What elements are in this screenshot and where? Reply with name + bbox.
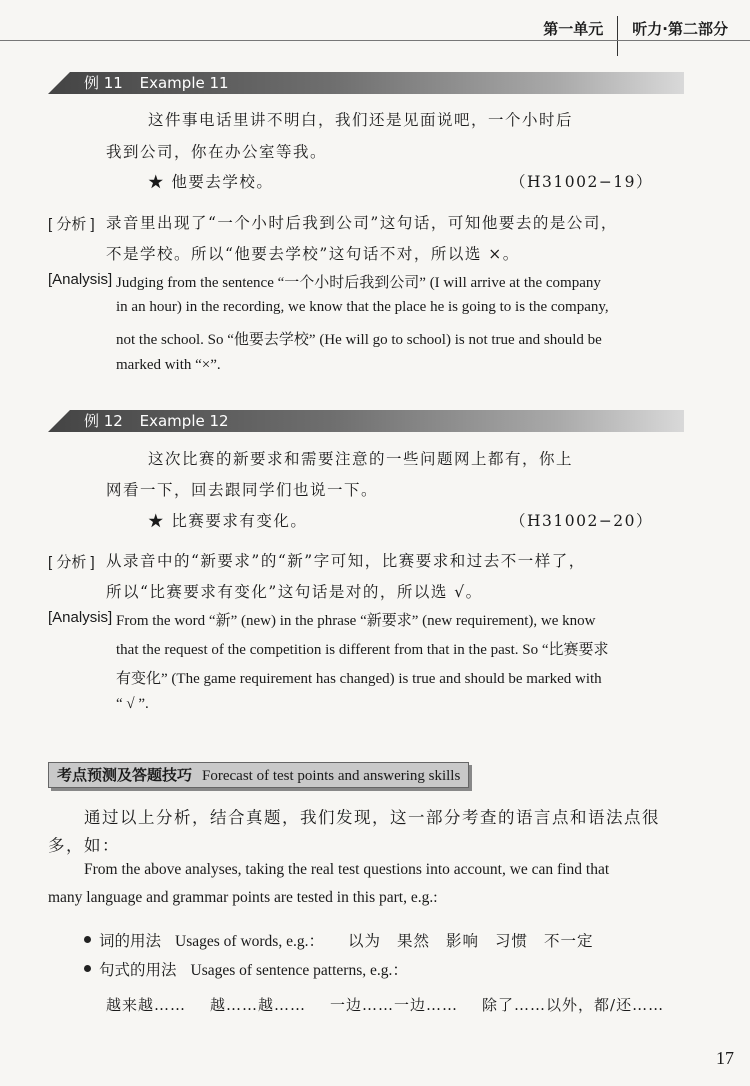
ex11-analysis-en-line: Judging from the sentence “一个小时后我到公司” (I will arrive at the company [116,275,601,291]
tips-heading [48,762,469,788]
bullet-en: Usages of sentence patterns, e.g.： [190,962,408,979]
tips-para-en-line: many language and grammar points are tested in this part, e.g.: [48,889,438,906]
bullet-en: Usages of words, e.g.： [175,933,324,950]
bullet-word-usages [84,929,594,951]
ex11-analysis-cn-line: 不是学校。所以“他要去学校”这句话不对，所以选 ×。 [106,245,520,263]
ex12-analysis-cn-line: 所以“比赛要求有变化”这句话是对的，所以选 √。 [106,583,483,601]
ex12-dialog-line: 这次比赛的新要求和需要注意的一些问题网上都有，你上 [148,450,574,468]
example-11-bar [48,72,684,94]
tips-para-cn-line: 通过以上分析，结合真题，我们发现，这一部分考查的语言点和语法点很 [84,808,660,827]
bar-corner [48,410,70,432]
pattern-list [106,994,688,1015]
pattern-item: 除了……以外，都/还…… [482,996,665,1014]
ex11-analysis-cn-label: [ 分析 ] [48,216,95,233]
ex11-analysis-en-label: [Analysis] [48,271,113,288]
ex12-question-code: （H31002−20） [510,512,654,530]
example-11-label-en: Example 11 [139,74,229,92]
ex12-analysis-cn-label: [ 分析 ] [48,554,95,571]
unit-title: 第一单元 [543,19,604,38]
pattern-item: 一边……一边…… [330,996,459,1014]
tips-title-en: Forecast of test points and answering skills [202,768,461,784]
example-12-label-cn: 例 12 [84,412,123,430]
pattern-item: 越来越…… [106,996,187,1014]
example-11-label-cn: 例 11 [84,74,123,92]
tips-para-en-line: From the above analyses, taking the real test questions into account, we can find that [84,861,610,878]
word-item: 影响 [446,932,480,950]
bar-corner [48,72,70,94]
bullet-sentence-patterns [84,958,416,980]
ex12-analysis-en-line: 有变化” (The game requirement has changed) is true and should be marked with [116,671,602,687]
tips-para-cn-line: 多，如： [48,836,120,855]
ex12-dialog-line: 网看一下，回去跟同学们也说一下。 [106,481,379,499]
ex11-analysis-cn-line: 录音里出现了“一个小时后我到公司”这句话，可知他要去的是公司， [106,214,618,232]
ex11-dialog-line: 这件事电话里讲不明白，我们还是见面说吧，一个小时后 [148,111,574,129]
example-12-bar [48,410,684,432]
ex11-dialog-line: 我到公司，你在办公室等我。 [106,143,328,161]
page-number: 17 [716,1048,734,1068]
ex12-analysis-cn-line: 从录音中的“新要求”的“新”字可知，比赛要求和过去不一样了， [106,552,586,570]
section-title: 听力·第二部分 [632,19,728,38]
bullet-dot-icon [84,936,91,943]
bullet-dot-icon [84,965,91,972]
word-item: 以为 [347,932,381,950]
ex11-question-code: （H31002−19） [510,173,654,191]
ex11-analysis-en-line: not the school. So “他要去学校” (He will go to school) is not true and should be [116,332,602,348]
header-rule [0,40,750,41]
ex12-analysis-en-line: that the request of the competition is different from that in the past. So “比赛要求 [116,642,609,658]
example-12-label-en: Example 12 [139,412,229,430]
word-item: 果然 [396,932,430,950]
ex12-analysis-en-line: “ √ ”. [116,696,149,712]
ex11-statement: ★ 他要去学校。 [148,173,274,191]
word-item: 习惯 [495,932,529,950]
header-divider [617,16,618,56]
word-item: 不一定 [544,932,594,950]
ex12-statement: ★ 比赛要求有变化。 [148,512,308,530]
bullet-cn: 句式的用法 [99,961,177,979]
ex12-analysis-en-line: From the word “新” (new) in the phrase “新要求” (new requirement), we know [116,613,596,629]
ex12-analysis-en-label: [Analysis] [48,609,113,626]
tips-title-cn: 考点预测及答题技巧 [57,766,193,784]
ex11-analysis-en-line: marked with “×”. [116,357,221,373]
bullet-cn: 词的用法 [99,932,162,950]
pattern-item: 越……越…… [210,996,307,1014]
ex11-analysis-en-line: in an hour) in the recording, we know that the place he is going to is the company, [116,299,609,315]
